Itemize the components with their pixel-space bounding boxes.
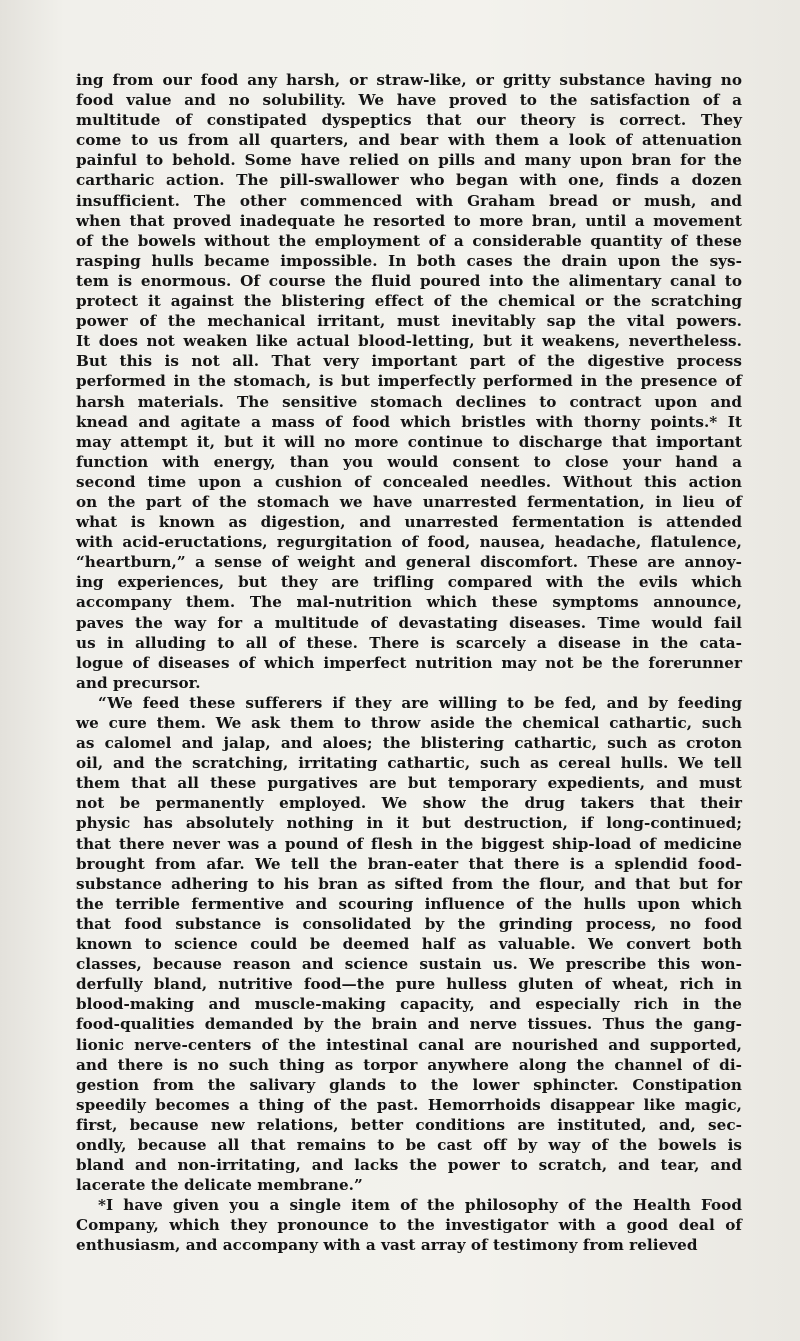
text-line: “heartburn,” a sense of weight and general discomfort. These are annoy- (76, 553, 742, 572)
text-line: what is known as digestion, and unarrested fermentation is attended (76, 513, 742, 532)
text-line: substance adhering to his bran as sifted from the flour, and that but for (76, 874, 742, 893)
paragraph-feeding-cure-quote (76, 693, 742, 1195)
text-line: physic has absolutely nothing in it but destruction, if long-continued; (76, 814, 742, 833)
text-line: Company, which they pronounce to the investigator with a good deal of (76, 1216, 742, 1235)
text-line: us in alluding to all of these. There is scarcely a disease in the cata- (76, 633, 742, 652)
text-line: performed in the stomach, is but imperfectly performed in the presence of (76, 372, 742, 391)
text-line: and there is no such thing as torpor anywhere along the channel of di- (76, 1055, 742, 1074)
text-line: second time upon a cushion of concealed needles. Without this action (76, 472, 742, 491)
text-line: lacerate the delicate membrane.” (76, 1176, 363, 1195)
text-line: paves the way for a multitude of devastating diseases. Time would fail (76, 613, 742, 632)
text-line: *I have given you a single item of the philosophy of the Health Food (98, 1196, 742, 1215)
text-line: known to science could be deemed half as valuable. We convert both (76, 935, 742, 954)
text-line: we cure them. We ask them to throw aside the chemical cathartic, such (76, 714, 742, 732)
text-line: logue of diseases of which imperfect nutrition may not be the forerunner (76, 653, 742, 672)
text-line: enthusiasm, and accompany with a vast array of testimony from relieved (76, 1236, 698, 1255)
footnote-health-food-company (76, 1195, 742, 1255)
text-line: and precursor. (76, 673, 201, 692)
text-line: blood-making and muscle-making capacity, and especially rich in the (76, 995, 742, 1014)
text-line: harsh materials. The sensitive stomach declines to contract upon and (76, 392, 742, 411)
text-line: power of the mechanical irritant, must inevitably sap the vital powers. (76, 312, 742, 331)
page-body-text (76, 70, 742, 1256)
text-line: protect it against the blistering effect of the chemical or the scratching (76, 292, 742, 311)
text-line: ing experiences, but they are trifling compared with the evils which (76, 573, 742, 592)
text-line: first, because new relations, better conditions are instituted, and, sec- (76, 1115, 742, 1134)
text-line: rasping hulls became impossible. In both cases the drain upon the sys- (76, 251, 742, 270)
text-line: food-qualities demanded by the brain and nerve tissues. Thus the gang- (76, 1015, 742, 1034)
text-line: accompany them. The mal-nutrition which these symptoms announce, (76, 593, 742, 612)
text-line: insufficient. The other commenced with Graham bread or mush, and (76, 191, 742, 210)
text-line: food value and no solubility. We have proved to the satisfaction of a (76, 91, 742, 110)
text-line: ondly, because all that remains to be cast off by way of the bowels is (76, 1135, 742, 1154)
text-line: when that proved inadequate he resorted to more bran, until a movement (76, 211, 742, 230)
text-line: not be permanently employed. We show the drug takers that their (76, 794, 742, 813)
text-line: derfully bland, nutritive food—the pure hulless gluten of wheat, rich in (76, 975, 742, 994)
text-line: cartharic action. The pill-swallower who began with one, finds a dozen (76, 171, 742, 190)
text-line: function with energy, than you would consent to close your hand a (76, 452, 742, 471)
text-line: that there never was a pound of flesh in the biggest ship-load of medicine (76, 834, 742, 853)
text-line: on the part of the stomach we have unarrested fermentation, in lieu of (76, 492, 742, 511)
text-line: “We feed these sufferers if they are willing to be fed, and by feeding (98, 693, 742, 712)
text-line: gestion from the salivary glands to the lower sphincter. Constipation (76, 1075, 742, 1094)
text-line: with acid-eructations, regurgitation of food, nausea, headache, flatulence, (76, 533, 742, 552)
text-line: as calomel and jalap, and aloes; the blistering cathartic, such as croton (76, 734, 742, 753)
text-line: brought from afar. We tell the bran-eater that there is a splendid food- (76, 854, 742, 873)
paragraph-digestion-argument (76, 70, 742, 693)
text-line: multitude of constipated dyspeptics that our theory is correct. They (76, 111, 742, 130)
text-line: that food substance is consolidated by the grinding process, no food (76, 914, 742, 933)
text-line: oil, and the scratching, irritating cathartic, such as cereal hulls. We tell (76, 754, 742, 773)
text-line: knead and agitate a mass of food which bristles with thorny points.* It (76, 412, 742, 431)
text-line: painful to behold. Some have relied on pills and many upon bran for the (76, 151, 742, 170)
text-line: come to us from all quarters, and bear with them a look of attenuation (76, 131, 742, 150)
text-line: ing from our food any harsh, or straw-like, or gritty substance having no (76, 71, 742, 89)
text-line: them that all these purgatives are but temporary expedients, and must (76, 774, 742, 793)
text-line: classes, because reason and science sustain us. We prescribe this won- (76, 955, 742, 974)
text-line: of the bowels without the employment of a considerable quantity of these (76, 231, 742, 250)
text-line: But this is not all. That very important part of the digestive process (76, 352, 742, 371)
text-line: tem is enormous. Of course the fluid poured into the alimentary canal to (76, 271, 742, 290)
text-line: may attempt it, but it will no more continue to discharge that important (76, 432, 742, 451)
text-line: lionic nerve-centers of the intestinal canal are nourished and supported, (76, 1035, 742, 1054)
text-line: bland and non-irritating, and lacks the power to scratch, and tear, and (76, 1156, 742, 1175)
text-line: the terrible fermentive and scouring influence of the hulls upon which (76, 894, 742, 913)
text-line: It does not weaken like actual blood-letting, but it weakens, nevertheless. (76, 332, 742, 351)
text-line: speedily becomes a thing of the past. Hemorrhoids disappear like magic, (76, 1095, 742, 1114)
